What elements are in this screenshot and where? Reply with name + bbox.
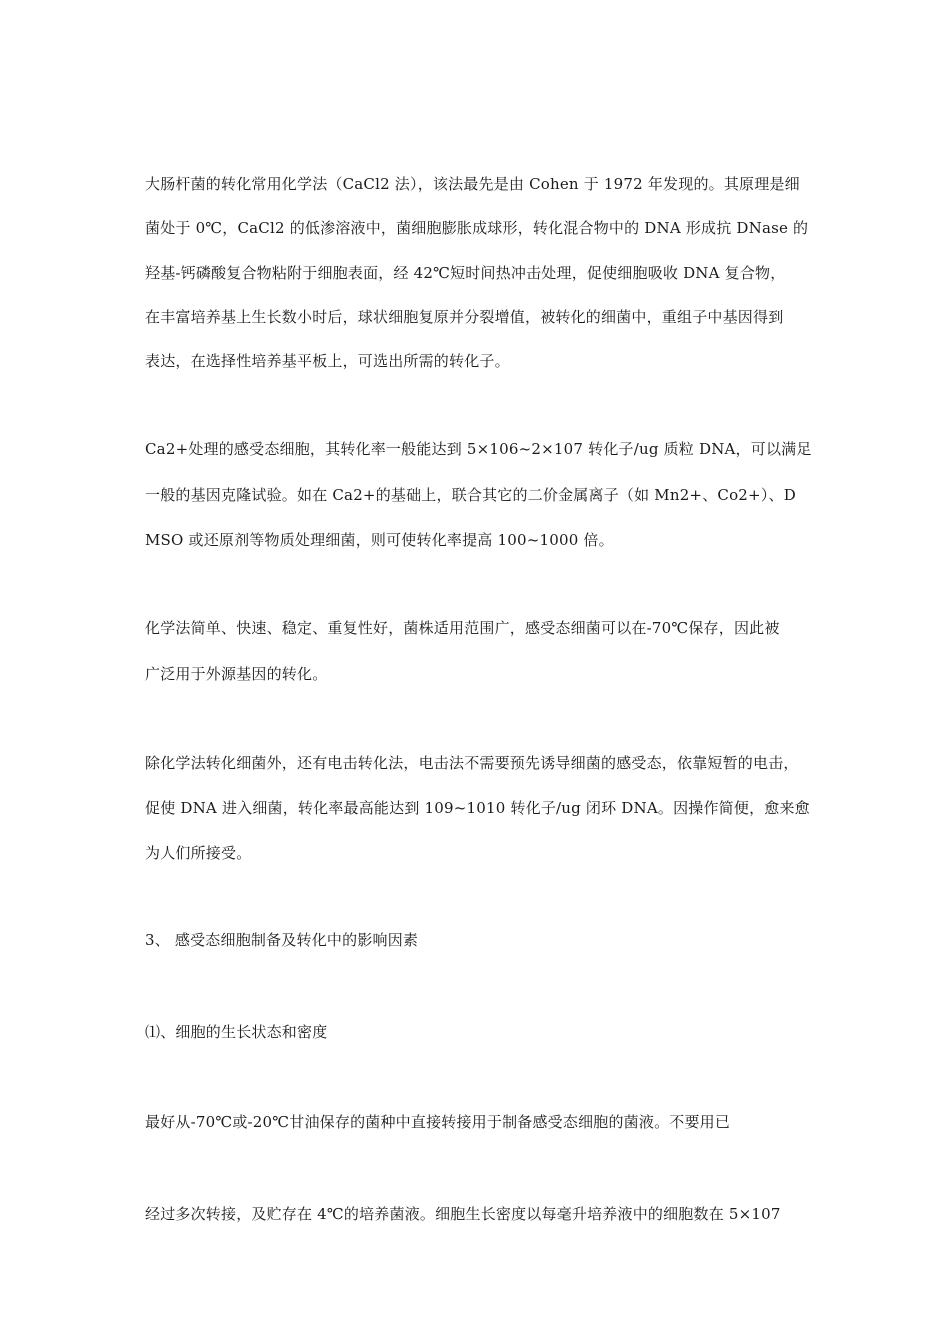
paragraph-1-line-4: 在丰富培养基上生长数小时后，球状细胞复原并分裂增值，被转化的细菌中，重组子中基因得到 <box>145 308 784 326</box>
paragraph-3-line-2: 广泛用于外源基因的转化。 <box>145 665 328 683</box>
paragraph-5-line-1: 最好从-70℃或-20℃甘油保存的菌种中直接转接用于制备感受态细胞的菌液。不要用已 <box>145 1113 731 1131</box>
paragraph-4-line-3: 为人们所接受。 <box>145 844 252 862</box>
paragraph-1-line-3: 羟基-钙磷酸复合物粘附于细胞表面，经 42℃短时间热冲击处理，促使细胞吸收 DNA 复合物， <box>145 264 786 282</box>
paragraph-4-line-2: 促使 DNA 进入细菌，转化率最高能达到 109~1010 转化子/ug 闭环 DNA。因操作简便，愈来愈 <box>145 799 810 817</box>
paragraph-4-line-1: 除化学法转化细菌外，还有电击转化法，电击法不需要预先诱导细菌的感受态，依靠短暂的电击， <box>145 754 799 772</box>
paragraph-6-line-1: 经过多次转接，及贮存在 4℃的培养菌液。细胞生长密度以每毫升培养液中的细胞数在 5×107 <box>145 1205 781 1223</box>
subsection-heading: ⑴、细胞的生长状态和密度 <box>145 1023 328 1041</box>
paragraph-2-line-2: 一般的基因克隆试验。如在 Ca2+的基础上，联合其它的二价金属离子（如 Mn2+、Co2+）、D <box>145 486 796 504</box>
section-heading: 3、 感受态细胞制备及转化中的影响因素 <box>145 931 419 949</box>
paragraph-2-line-1: Ca2+处理的感受态细胞，其转化率一般能达到 5×106~2×107 转化子/ug 质粒 DNA，可以满足 <box>145 440 812 458</box>
paragraph-2-line-3: MSO 或还原剂等物质处理细菌，则可使转化率提高 100~1000 倍。 <box>145 531 614 549</box>
paragraph-1-line-2: 菌处于 0℃，CaCl2 的低渗溶液中，菌细胞膨胀成球形，转化混合物中的 DNA 形成抗 DNase 的 <box>145 219 809 237</box>
paragraph-1-line-5: 表达，在选择性培养基平板上，可选出所需的转化子。 <box>145 352 510 370</box>
paragraph-1-line-1: 大肠杆菌的转化常用化学法（CaCl2 法），该法最先是由 Cohen 于 1972 年发现的。其原理是细 <box>145 175 800 193</box>
paragraph-3-line-1: 化学法简单、快速、稳定、重复性好，菌株适用范围广，感受态细菌可以在-70℃保存，因此被 <box>145 619 780 637</box>
